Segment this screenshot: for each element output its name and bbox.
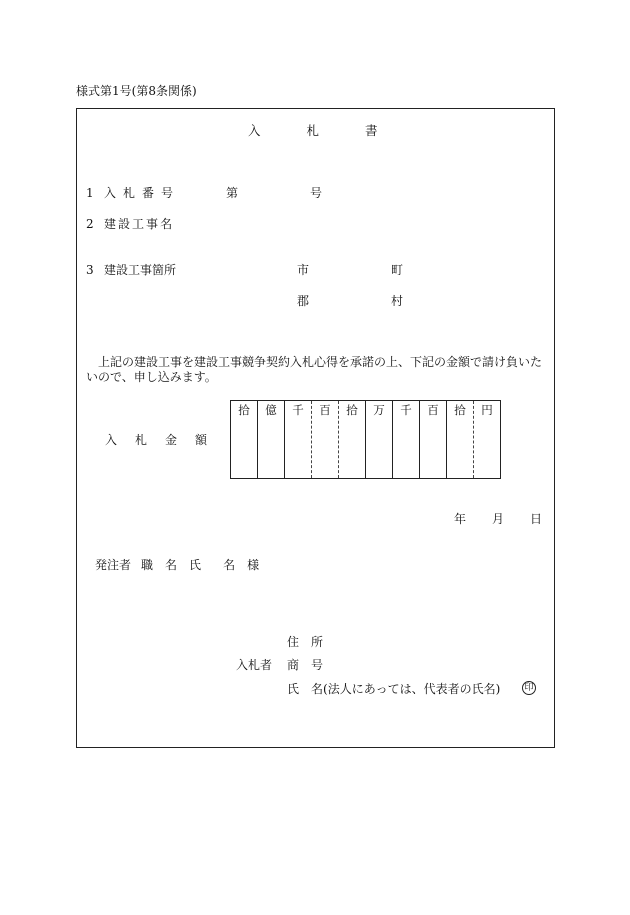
- addressee-position-char: 名: [165, 558, 178, 572]
- amount-digit-cell: 百: [312, 401, 339, 478]
- item-bid-number: [86, 186, 180, 200]
- amount-digit-cell: 千: [393, 401, 420, 478]
- item-construction-location: [86, 263, 176, 277]
- item-construction-name: [86, 217, 174, 231]
- location-county: 郡: [297, 294, 310, 308]
- amount-digit-cell: 万: [366, 401, 393, 478]
- item-label: 建 設 工 事 名: [104, 217, 173, 231]
- date-row: [454, 512, 542, 526]
- addressee-name-char: 名: [223, 558, 236, 572]
- location-village: 村: [391, 294, 404, 308]
- seal-mark-icon: 印: [522, 681, 536, 695]
- bid-amount-table: [230, 400, 501, 479]
- bidder-role-label: 入札者: [236, 658, 273, 672]
- bidder-trade-name-label: 商 号: [287, 658, 324, 672]
- amount-digit-cell: 拾: [339, 401, 366, 478]
- item-number: 3: [86, 263, 94, 277]
- addressee-prefix: 発注者: [95, 558, 132, 572]
- title-char-2: 札: [306, 123, 320, 138]
- bid-amount-label: 入 札 金 額: [105, 433, 208, 447]
- item-label: 入 札 番 号: [104, 186, 174, 200]
- addressee-position-char: 職: [141, 558, 154, 572]
- addressee-line: [95, 558, 259, 572]
- bid-number-prefix: 第: [226, 186, 239, 200]
- location-town: 町: [391, 263, 404, 277]
- amount-digit-cell: 拾: [231, 401, 258, 478]
- date-month: 月: [492, 512, 505, 526]
- bidder-name-label: 氏 名(法人にあっては、代表者の氏名): [287, 682, 501, 696]
- statement-paragraph: 上記の建設工事を建設工事競争契約入札心得を承諾の上、下記の金額で請け負いたいので、申し込みます。: [86, 355, 543, 384]
- bid-number-suffix: 号: [310, 186, 323, 200]
- amount-digit-cell: 円: [481, 403, 493, 417]
- form-number-label: 様式第1号(第8条関係): [76, 84, 197, 98]
- document-title: [248, 124, 378, 138]
- date-day: 日: [530, 512, 543, 526]
- location-city: 市: [297, 263, 310, 277]
- date-year: 年: [454, 512, 467, 526]
- title-char-1: 入: [248, 123, 261, 138]
- item-number: 1: [86, 186, 94, 200]
- item-label: 建設工事箇所: [104, 263, 177, 277]
- amount-digit-cell: 拾: [447, 401, 474, 478]
- item-number: 2: [86, 217, 94, 231]
- addressee-honorific: 様: [247, 558, 260, 572]
- amount-digit-cell: 億: [258, 401, 285, 478]
- amount-digit-cell: 百: [420, 401, 447, 478]
- title-char-3: 書: [365, 123, 378, 138]
- addressee-position-char: 氏: [189, 558, 202, 572]
- bidder-address-label: 住 所: [287, 635, 324, 649]
- amount-digit-cell: 千: [285, 401, 312, 478]
